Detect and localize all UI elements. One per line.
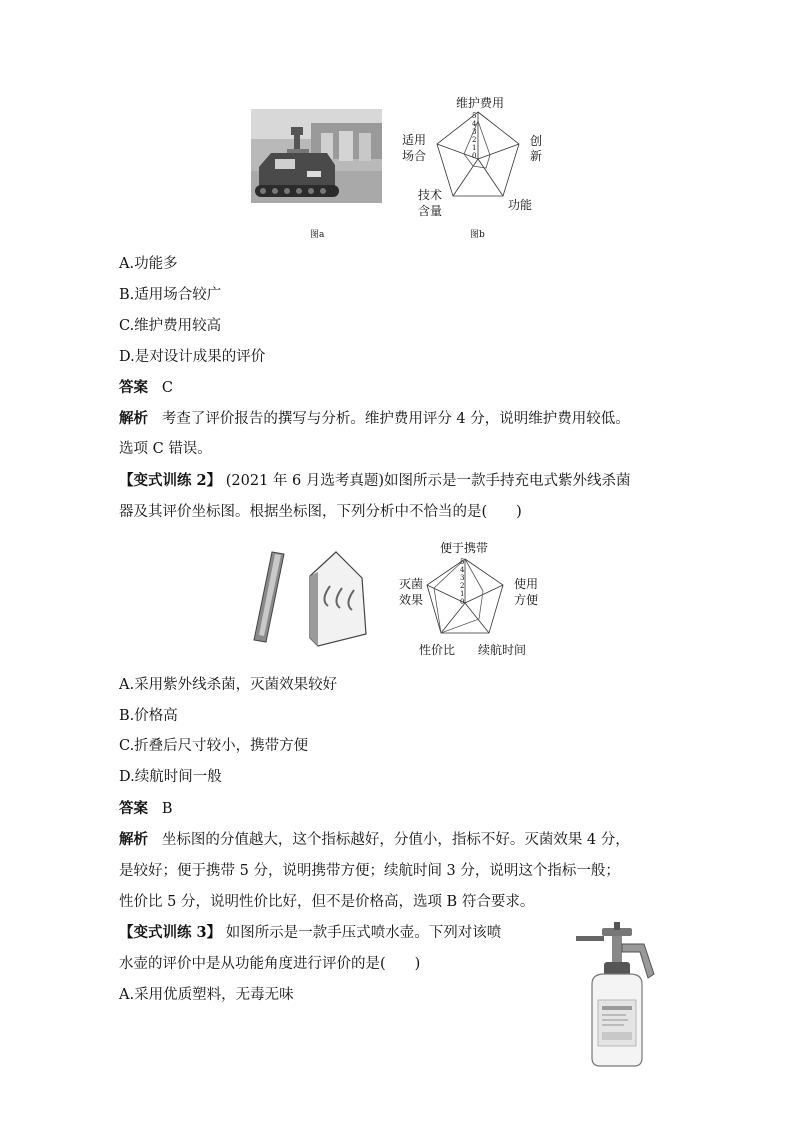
q1-option-d: D.是对设计成果的评价 xyxy=(119,349,266,365)
q2-option-b: B.价格高 xyxy=(119,708,178,724)
radar-b-label-bottom-left-2: 含量 xyxy=(418,204,443,218)
figure-a-caption: 图a xyxy=(310,230,325,240)
q2-analysis-line-3: 性价比 5 分，说明性价比好，但不是价格高，选项 B 符合要求。 xyxy=(119,894,535,910)
q2-option-a: A.采用紫外线杀菌，灭菌效果较好 xyxy=(119,677,338,693)
q2-option-c: C.折叠后尺寸较小，携带方便 xyxy=(119,738,309,754)
analysis-label: 解析 xyxy=(119,831,148,848)
figure-b-caption: 图b xyxy=(470,230,485,240)
q3-stem-line-2: 水壶的评价中是从功能角度进行评价的是( ) xyxy=(119,956,421,972)
radar-2-label-left-1: 灭菌 xyxy=(399,577,424,591)
q2-option-d: D.续航时间一般 xyxy=(119,769,222,785)
answer-value: C xyxy=(161,380,173,396)
analysis-label: 解析 xyxy=(119,410,148,427)
q1-analysis-line-2: 选项 C 错误。 xyxy=(119,441,212,457)
radar-b-label-left-1: 适用 xyxy=(402,133,427,147)
radar-b-label-left-2: 场合 xyxy=(402,149,427,163)
q3-option-a: A.采用优质塑料，无毒无味 xyxy=(119,987,294,1003)
q1-analysis-line-1: 解析 考查了评价报告的撰写与分析。维护费用评分 4 分，说明维护费用较低。 xyxy=(119,410,630,427)
answer-value: B xyxy=(161,801,173,817)
radar-2-label-top: 便于携带 xyxy=(440,541,489,555)
radar-b-label-bottom-right: 功能 xyxy=(508,198,533,212)
q2-stem-line-1: 【变式训练 2】 (2021 年 6 月选考真题)如图所示是一款手持充电式紫外线杀菌 xyxy=(119,472,631,489)
q2-title-label: 【变式训练 2】 xyxy=(119,472,222,489)
q1-option-c: C.维护费用较高 xyxy=(119,318,222,334)
q2-analysis-line-2: 是较好；便于携带 5 分，说明携带方便；续航时间 3 分，说明这个指标一般； xyxy=(119,863,620,879)
radar-2-label-right-1: 使用 xyxy=(514,577,539,591)
q2-analysis-line-1: 解析 坐标图的分值越大，这个指标越好，分值小，指标不好。灭菌效果 4 分， xyxy=(119,831,630,848)
q2-answer xyxy=(119,799,172,819)
radar-2-label-bottom-right: 续航时间 xyxy=(478,643,527,657)
q2-stem-line-2: 器及其评价坐标图。根据坐标图，下列分析中不恰当的是( ) xyxy=(119,504,522,520)
radar-2-label-left-2: 效果 xyxy=(399,593,424,607)
radar-2-label-right-2: 方便 xyxy=(514,593,539,607)
spray-bottle-image xyxy=(574,922,664,1068)
radar-2-label-bottom-left: 性价比 xyxy=(419,643,456,657)
q3-title-label: 【变式训练 3】 xyxy=(119,924,222,941)
radar-b-label-bottom-left-1: 技术 xyxy=(418,188,443,202)
q3-stem-line-1: 【变式训练 3】 如图所示是一款手压式喷水壶。下列对该喷 xyxy=(119,924,502,941)
radar-b-label-right-2: 新 xyxy=(530,149,543,163)
radar-chart-2 xyxy=(425,555,510,640)
radar-b-label-top: 维护费用 xyxy=(456,96,505,110)
uv-sterilizer-image xyxy=(250,548,380,648)
radar-b-label-right-1: 创 xyxy=(530,134,543,148)
q1-option-a: A.功能多 xyxy=(119,256,178,272)
robot-photo xyxy=(251,109,382,203)
answer-label: 答案 xyxy=(119,800,148,817)
answer-label: 答案 xyxy=(119,379,148,396)
radar-chart-b xyxy=(430,108,530,203)
q1-option-b: B.适用场合较广 xyxy=(119,287,222,303)
q1-answer xyxy=(119,378,173,398)
